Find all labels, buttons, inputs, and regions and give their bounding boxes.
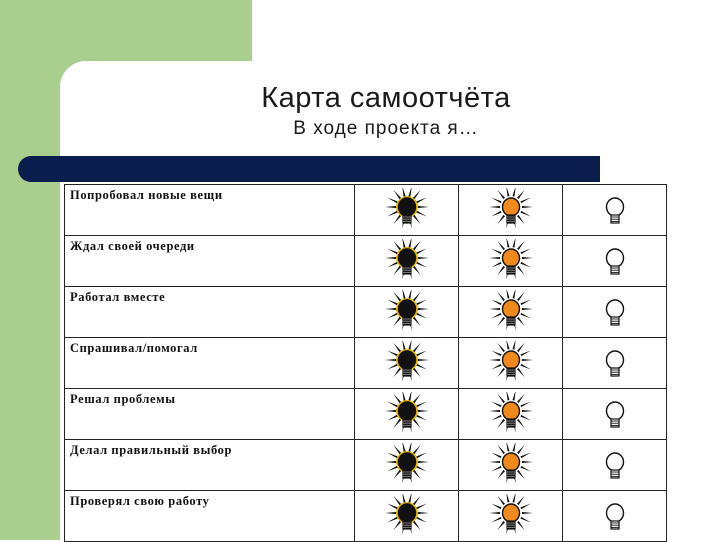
table-row xyxy=(65,491,667,542)
lit-bulb-orange-icon xyxy=(483,392,539,436)
bulb-cell xyxy=(563,389,667,440)
bulb-cell xyxy=(459,185,563,236)
bulb-cell xyxy=(355,491,459,542)
bulb-cell xyxy=(563,236,667,287)
bulb-cell xyxy=(355,389,459,440)
lit-bulb-orange-icon xyxy=(483,188,539,232)
bulb-cell xyxy=(355,236,459,287)
table-row xyxy=(65,440,667,491)
lit-bulb-black-icon xyxy=(379,341,435,385)
table-row xyxy=(65,185,667,236)
row-label: Ждал своей очереди xyxy=(65,236,355,287)
lit-bulb-orange-icon xyxy=(483,494,539,538)
page-subtitle: В ходе проекта я… xyxy=(293,118,479,139)
title-divider-bar xyxy=(18,156,600,182)
lit-bulb-orange-icon xyxy=(483,239,539,283)
row-label: Проверял свою работу xyxy=(65,491,355,542)
bulb-cell xyxy=(459,287,563,338)
bulb-cell xyxy=(563,185,667,236)
table-row xyxy=(65,236,667,287)
bulb-cell xyxy=(355,440,459,491)
bulb-cell xyxy=(459,440,563,491)
row-label: Работал вместе xyxy=(65,287,355,338)
unlit-bulb-icon xyxy=(587,494,643,538)
bulb-cell xyxy=(563,440,667,491)
unlit-bulb-icon xyxy=(587,188,643,232)
bulb-cell xyxy=(355,287,459,338)
lit-bulb-black-icon xyxy=(379,392,435,436)
bulb-cell xyxy=(459,338,563,389)
self-assessment-table xyxy=(64,184,667,542)
bulb-cell xyxy=(355,338,459,389)
unlit-bulb-icon xyxy=(587,392,643,436)
row-label: Попробовал новые вещи xyxy=(65,185,355,236)
lit-bulb-orange-icon xyxy=(483,290,539,334)
unlit-bulb-icon xyxy=(587,239,643,283)
table-row xyxy=(65,389,667,440)
bulb-cell xyxy=(459,491,563,542)
bulb-cell xyxy=(563,338,667,389)
row-label: Спрашивал/помогал xyxy=(65,338,355,389)
table-row xyxy=(65,287,667,338)
lit-bulb-orange-icon xyxy=(483,443,539,487)
bulb-cell xyxy=(459,236,563,287)
page-title: Карта самоотчёта xyxy=(261,82,511,114)
lit-bulb-black-icon xyxy=(379,443,435,487)
row-label: Делал правильный выбор xyxy=(65,440,355,491)
bulb-cell xyxy=(563,491,667,542)
bulb-cell xyxy=(355,185,459,236)
lit-bulb-black-icon xyxy=(379,290,435,334)
row-label: Решал проблемы xyxy=(65,389,355,440)
unlit-bulb-icon xyxy=(587,443,643,487)
bulb-cell xyxy=(563,287,667,338)
unlit-bulb-icon xyxy=(587,290,643,334)
lit-bulb-black-icon xyxy=(379,494,435,538)
lit-bulb-orange-icon xyxy=(483,341,539,385)
lit-bulb-black-icon xyxy=(379,188,435,232)
bulb-cell xyxy=(459,389,563,440)
table-row xyxy=(65,338,667,389)
lit-bulb-black-icon xyxy=(379,239,435,283)
unlit-bulb-icon xyxy=(587,341,643,385)
